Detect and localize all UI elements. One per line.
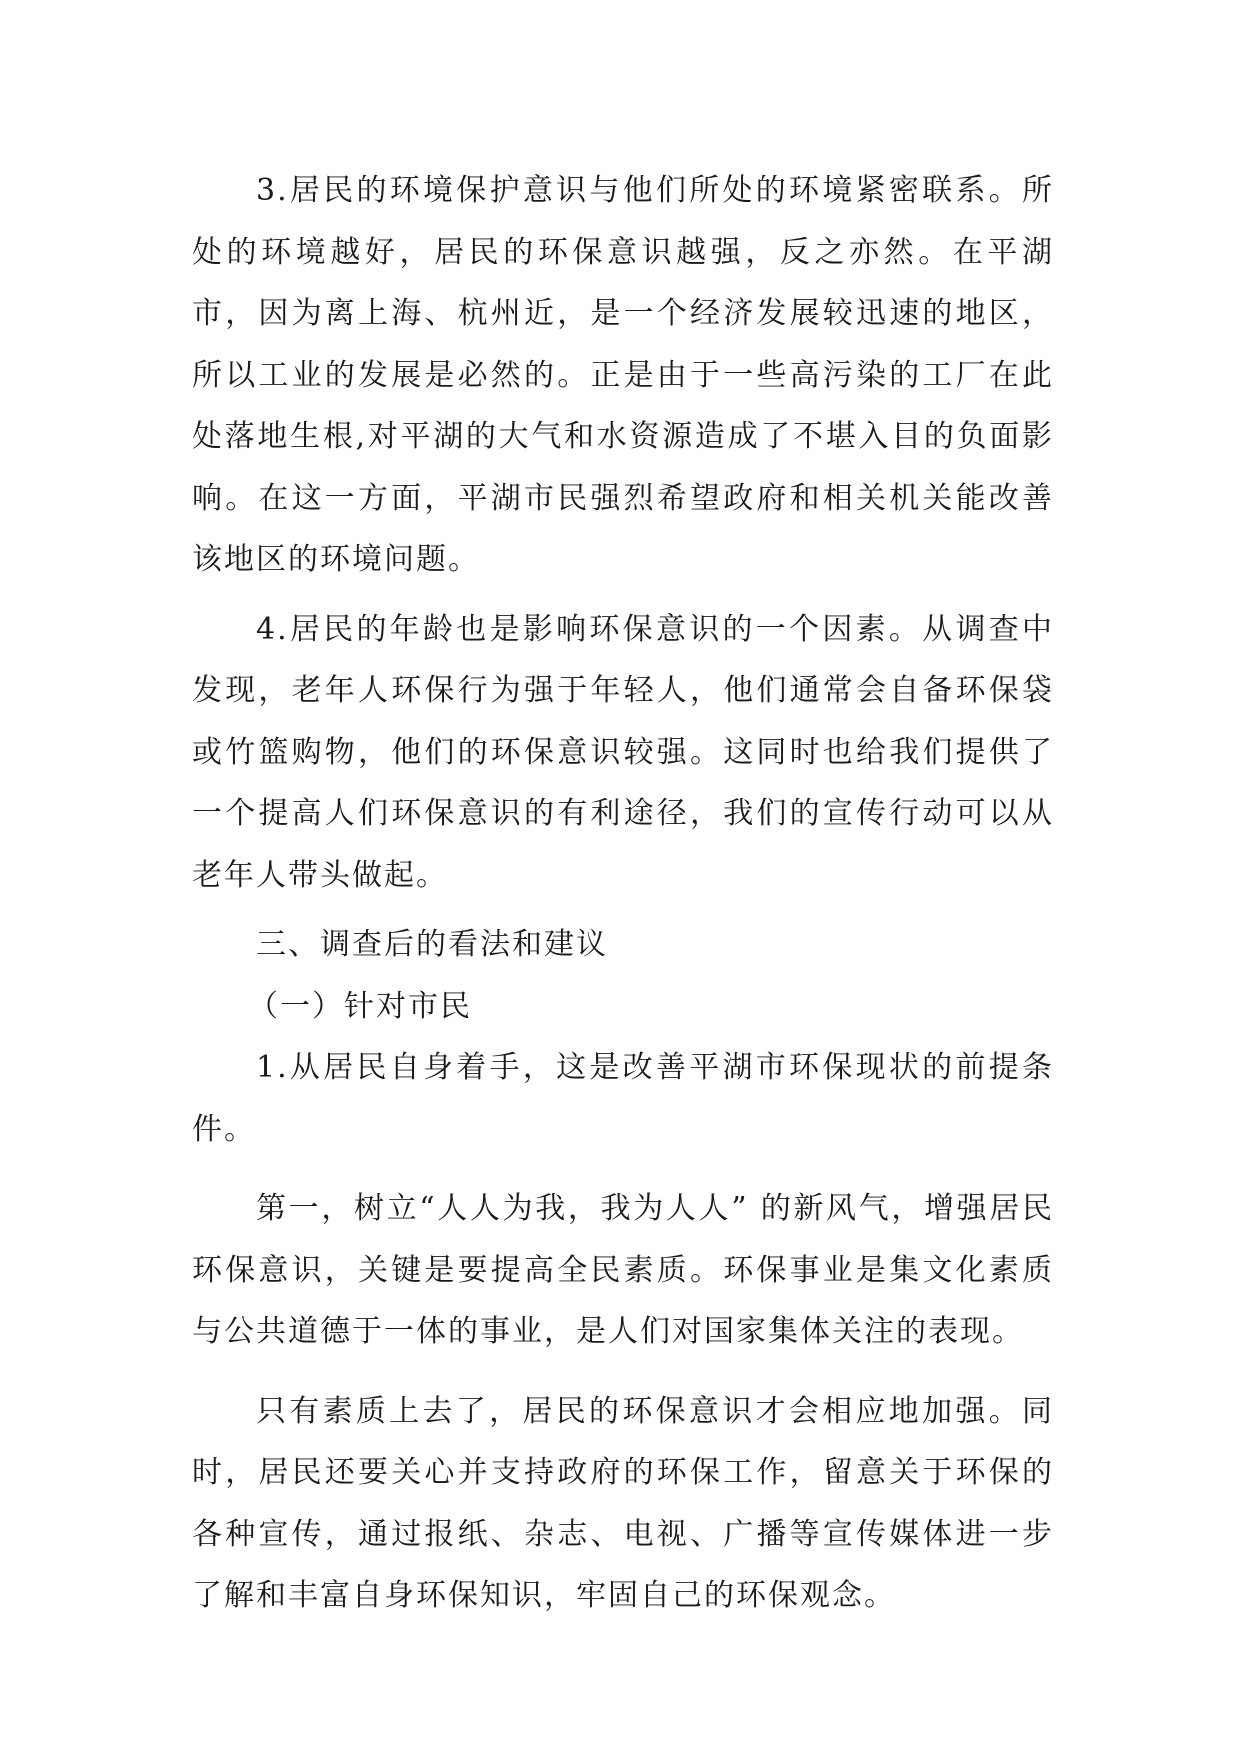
subsection-heading: （一）针对市民 <box>248 988 472 1024</box>
document-page <box>192 160 1054 1627</box>
paragraph-quality-improvement: 只有素质上去了，居民的环保意识才会相应地加强。同时，居民还要关心并支持政府的环保工作，留意关于环保的各种宣传，通过报纸、杂志、电视、广播等宣传媒体进一步了解和丰富自身环保知识，牢固自己的环保观念。 <box>192 1393 1054 1613</box>
paragraph-first-point: 第一，树立“人人为我，我为人人” 的新风气，增强居民环保意识，关键是要提高全民素质。环保事业是集文化素质与公共道德于一体的事业，是人们对国家集体关注的表现。 <box>192 1191 1054 1349</box>
paragraph-age-factor: 4.居民的年龄也是影响环保意识的一个因素。从调查中发现，老年人环保行为强于年轻人，他们通常会自备环保袋或竹篮购物，他们的环保意识较强。这同时也给我们提供了一个提高人们环保意识的有利途径，我们的宣传行动可以从老年人带头做起。 <box>192 611 1054 893</box>
section-heading: 三、调查后的看法和建议 <box>256 927 608 962</box>
paragraph-start-from-residents: 1.从居民自身着手，这是改善平湖市环保现状的前提条件。 <box>192 1050 1054 1147</box>
paragraph-environment-awareness: 3.居民的环境保护意识与他们所处的环境紧密联系。所处的环境越好，居民的环保意识越强，反之亦然。在平湖市，因为离上海、杭州近，是一个经济发展较迅速的地区，所以工业的发展是必然的。正是由于一些高污染的工厂在此处落地生根,对平湖的大气和水资源造成了不堪入目的负面影响。在这一方面，平湖市民强烈希望政府和相关机关能改善该地区的环境问题。 <box>192 173 1054 577</box>
